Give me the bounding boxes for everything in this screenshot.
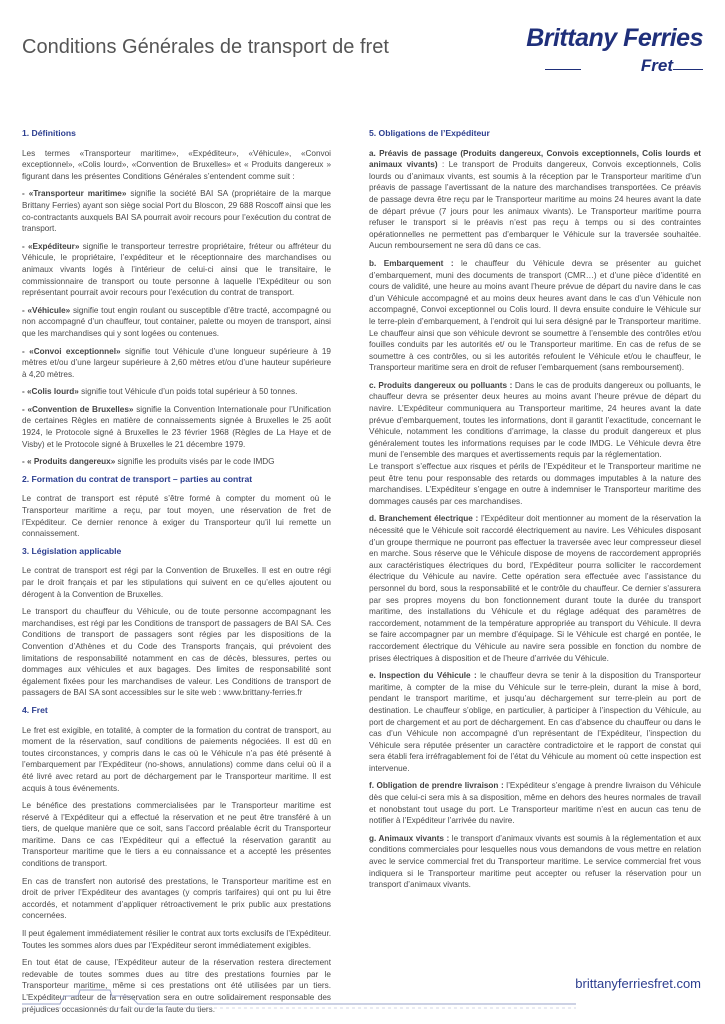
definition-text: signifie les produits visés par le code IMDG	[115, 457, 275, 467]
term: d. Branchement électrique :	[369, 514, 479, 524]
obligation-c-paragraph-2: Le transport s’effectue aux risques et périls de l’Expéditeur et le Transporteur maritime ne peut être tenu pour responsable des retards ou dommages imputables à la nature des marchandises. L’Expéditeur s’engage en outre à indemniser le Transporteur maritime des dommages causés par ces marchandises.	[369, 462, 701, 506]
section-2-title: 2. Formation du contrat de transport – parties au contrat	[22, 473, 253, 484]
section-3-title: 3. Législation applicable	[22, 545, 122, 556]
definition-convention	[22, 404, 331, 450]
definition-convoi	[22, 346, 331, 381]
obligation-g	[369, 833, 701, 891]
definition-vehicule	[22, 305, 331, 340]
section-2-paragraph: Le contrat de transport est réputé s’être formé à compter du moment où le Transporteur maritime a reçu, par tout moyen, une réservation de fret de l’Expéditeur. Ce dernier renonce à exiger du Transporteur qu’il lui remette un connaissement.	[22, 494, 331, 539]
definition-text: signifie la société BAI SA (propriétaire de la marque Brittany Ferries) ayant son siège social Port du Bloscon, 29 688 Roscoff ainsi que les co-contractants auxquels BAI SA pourrait avoir recours pour l’exécution du contrat de transport.	[22, 189, 331, 234]
logo-brand: Brittany Ferries	[526, 24, 703, 52]
term: - «Expéditeur»	[22, 241, 80, 251]
obligation-text: l’Expéditeur doit mentionner au moment de la réservation la nécessité que le Véhicule soit raccordé électriquement au navire. Les Véhicules disposant d’un groupe thermique ne pourront pas effectuer la traversée avec leur compresseur diesel en marche. Sous réserve que le Véhicule dispose de moyens de raccordement appropriés aux caractéristiques électriques du bord, l’Expéditeur pourra solliciter le raccordement électrique du Véhicule au navire. Cette opération sera effectuée avec l’assistance du personnel du bord, sous la responsabilité et le contrôle du chauffeur. Ce dernier s’assurera par ses propres moyens du bon fonctionnement durant toute la durée du transport maritime, des installations du Véhicule et du réglage adéquat des paramètres de raccordement, notamment de la température appropriée au transport du Véhicule. Il devra se faire accompagner par un membre d’équipage. Si le Véhicule est chargé en pontée, le raccordement électrique du Véhicule au navire sera possible en fonction du nombre de prises électriques à disposition et de l’heure d’arrivée du Véhicule.	[369, 514, 701, 663]
obligation-text: Dans le cas de produits dangereux ou polluants, le chauffeur devra se présenter deux heures au moins avant l’heure prévue de départ du navire. L’Expéditeur communiquera au Transporteur maritime, 24 heures avant la date prévue d’embarquement, toutes les informations, dont il garantit l’exactitude, concernant le Véhicule, notamment les conditions d’arrimage, la classe du produit dangereux et plus généralement toutes les informations requises par le code IMDG. Le Véhicule devra être muni de l’ensemble des marques et avertissements requis par la réglementation.	[369, 380, 701, 460]
obligation-b	[369, 258, 701, 374]
definition-expediteur	[22, 241, 331, 299]
obligation-a	[369, 148, 701, 252]
section-4-paragraph-5: En tout état de cause, l’Expéditeur auteur de la réservation restera directement redevable de toutes sommes dues au titre des prestations fournies par le Transporteur maritime, même si ces prestations ont été utilisées par un tiers. L’Expéditeur auteur de la réservation sera en outre solidairement responsable des préjudices occasionnés du fait ou de la faute du tiers.	[22, 958, 331, 1014]
term: g. Animaux vivants :	[369, 833, 450, 843]
obligation-e	[369, 670, 701, 774]
footer-url: brittanyferriesfret.com	[575, 976, 701, 991]
ship-outline-icon	[20, 982, 580, 1012]
term: - «Véhicule»	[22, 305, 71, 315]
definition-colis-lourd	[22, 386, 331, 398]
term: f. Obligation de prendre livraison :	[369, 781, 504, 791]
obligation-f	[369, 780, 701, 826]
term: - «Transporteur maritime»	[22, 189, 127, 199]
left-column	[22, 128, 331, 1021]
definition-text: signifie tout Véhicule d’un poids total supérieur à 50 tonnes.	[78, 387, 298, 397]
obligation-text: le chauffeur devra se tenir à la disposition du Transporteur maritime, à compter de la mise du Véhicule sur le terre-plein, durant la mise à bord, pendant le transport maritime, et jusqu’au déchargement sur terre-plein au port de destination. Le chauffeur s’oblige, en particulier, à participer à l’inspection du Véhicule, au port de chargement et au port de déchargement. En cas d’absence du chauffeur ou dans le cas d’un Véhicule non accompagné d’un représentant de l’Expéditeur, l’inspection du Véhicule sera réputée présenter un caractère contradictoire et le rapport de constat qui sera établi fera irréfragablement foi de l’état du Véhicule au moment où cette inspection est intervenue.	[369, 671, 701, 773]
section-4-paragraph-4: Il peut également immédiatement résilier le contrat aux torts exclusifs de l’Expéditeur. Toutes les sommes alors dues par l’Expéditeur seront immédiatement exigibles.	[22, 929, 331, 950]
section-5-title: 5. Obligations de l’Expéditeur	[369, 128, 490, 138]
term: b. Embarquement :	[369, 258, 454, 268]
logo-line-left	[545, 69, 581, 70]
term: - « Produits dangereux»	[22, 457, 116, 467]
term: - «Colis lourd»	[22, 387, 79, 397]
obligation-c	[369, 380, 701, 461]
section-3-paragraph-2: Le transport du chauffeur du Véhicule, ou de toute personne accompagnant les marchandises, est régi par les Conditions de transport de passagers de BAI SA. Ces Conditions de transport de passagers sont régies par les dispositions de la Convention d’Athènes et du Code des Transports français, qui prévoient des limitations de responsabilité notamment en cas de décès, blessures, pertes ou dommages aux véhicules et aux bagages. Des limites de responsabilité sont également fixées pour les marchandises de valeur. Les Conditions de transport de passagers de BAI SA sont accessibles sur le site web : www.brittany-ferries.fr	[22, 607, 331, 698]
section-1-intro: Les termes «Transporteur maritime», «Expéditeur», «Véhicule», «Convoi exceptionnel», «Colis lourd», «Convention de Bruxelles» et « Produits dangereux » figurant dans les présentes Conditions Générales s’entendent comme suit :	[22, 148, 331, 181]
section-4-paragraph-2: Le bénéfice des prestations commercialisées par le Transporteur maritime est réservé à l’Expéditeur qui a effectué la réservation et ne peut être transféré à un tiers, de quelque manière que ce soit, sans l’accord préalable écrit du Transporteur maritime. Dans ce cas l’Expéditeur qui a effectué la réservation garantit au Transporteur maritime que le tiers a eu connaissance et a accepté les présentes conditions de transport.	[22, 801, 331, 869]
section-4-title: 4. Fret	[22, 704, 48, 715]
section-1-title: 1. Définitions	[22, 128, 76, 138]
logo-line-right	[673, 69, 703, 70]
section-3-paragraph-1: Le contrat de transport est régi par la Convention de Bruxelles. Il est en outre régi par le droit français et par les stipulations qui suivent en ce qu’elles ajoutent ou dérogent à la Convention de Bruxelles.	[22, 566, 331, 599]
right-column	[369, 128, 701, 897]
term: e. Inspection du Véhicule :	[369, 671, 477, 681]
definition-text: signifie tout engin roulant ou susceptible d’être tracté, accompagné ou non accompagné d’un chauffeur, tout container, palette ou moyen de transport, ainsi que les marchandises qui y sont logées ou contenues.	[22, 305, 331, 338]
obligation-text: l’Expéditeur s’engage à prendre livraison du Véhicule dès que celui-ci sera mis à sa disposition, même en dehors des heures normales de travail et nonobstant tout usage du port. Le Transporteur maritime n’est en aucun cas tenu de notifier à l’Expéditeur l’arrivée du navire.	[369, 781, 701, 826]
term: a. Préavis de passage (Produits dangereux, Convois exceptionnels, Colis lourds et animaux vivants)	[369, 148, 701, 170]
definition-text: signifie tout Véhicule d’une longueur supérieure à 19 mètres et/ou d’une largeur supérieure à 2,60 mètres et/ou d’une hauteur supérieure à 4,20 mètres.	[22, 346, 331, 379]
term: - «Convoi exceptionnel»	[22, 346, 121, 356]
logo-sub: Fret	[640, 56, 673, 75]
definition-transporteur	[22, 188, 331, 234]
obligation-d	[369, 513, 701, 664]
obligation-text: : Le transport de Produits dangereux, Convois exceptionnels, Colis lourds ou d’animaux vivants, est soumis à la réception par le Transporteur maritime d’un préavis de passage l’avertissant de la nature des marchandises transportées. Ce préavis de passage devra être reçu par le Transporteur maritime au moins 24 heures avant la date de départ prévue (7 jours pour les animaux vivants). Le Transporteur maritime pourra refuser le transport si le préavis n’est pas reçu à temps ou si des contraintes opérationnelles ne permettent pas d’embarquer le Véhicule sur la traversée souhaitée. Aucun remboursement ne sera dû dans ce cas.	[369, 160, 702, 251]
definition-text: signifie la Convention Internationale pour l’Unification de certaines Règles en matière de connaissements signée à Bruxelles le 25 août 1924, le Protocole signé à Bruxelles le 23 février 1968 (Règles de La Haye et de Visby) et le Protocole signé à Bruxelles le 21 décembre 1979.	[22, 404, 331, 449]
section-4-paragraph-3: En cas de transfert non autorisé des prestations, le Transporteur maritime est en droit de priver l’Expéditeur des avantages (y compris tarifaires) qui ont pu lui être accordés, et notamment d’appliquer rétroactivement le prix public aux prestations concernées.	[22, 876, 331, 921]
term: - «Convention de Bruxelles»	[22, 404, 134, 414]
term: c. Produits dangereux ou polluants :	[369, 380, 513, 390]
brittany-ferries-logo	[507, 24, 703, 86]
page-title: Conditions Générales de transport de fret	[22, 36, 389, 58]
definition-produits-dangereux	[22, 456, 331, 468]
section-4-paragraph-1: Le fret est exigible, en totalité, à compter de la formation du contrat de transport, au moment de la réservation, sauf conditions de paiements négociées. Il est dû en toutes circonstances, y compris dans le cas où le Véhicule n’a pas été présenté à l’embarquement par l’Expéditeur (no-shows, annulations) comme dans celui où il a été livré avec retard au port de déchargement par le Transporteur maritime. Il est acquis à tous événements.	[22, 725, 331, 793]
definition-text: signifie le transporteur terrestre propriétaire, fréteur ou affréteur du Véhicule, le propriétaire, l’expéditeur et le réceptionnaire des marchandises ou animaux vivants logés à l’intérieur de celui-ci ainsi que le transitaire, le commissionnaire de transport ou toute personne à laquelle l’Expéditeur ou son représentant pourrait avoir recours pour l’exécution du contrat de transport.	[22, 241, 332, 298]
obligation-text: le chauffeur du Véhicule devra se présenter au guichet d’embarquement, muni des documents de transport (CMR…) et d’une pièce d’identité en cours de validité, une heure au moins avant l’heure prévue de départ du navire dans le cas d’un Véhicule accompagné et au moins deux heures avant dans le cas d’un Véhicule non accompagné, Convoi exceptionnel ou Colis lourd. Il devra ensuite conduire le Véhicule sur le terre-plein d’embarquement, à l’endroit qui lui sera désigné par le Transporteur maritime. Le chauffeur ainsi que son véhicule devront se soumettre à l’ensemble des contrôles et/ou fouilles conduits par les autorités et/ ou le Transporteur maritime. En cas de refus de se soumettre à ces contrôles, ou si les autorités refoulent le Véhicule et/ou le chauffeur, le Transporteur maritime sera en droit de refuser l’embarquement (sans remboursement).	[369, 258, 702, 373]
obligation-text: le transport d’animaux vivants est soumis à la réglementation et aux conditions commerciales pour lesquelles nous vous demandons de vous mettre en relation avec le service commercial fret du Transporteur maritime. Le service commercial fret vous indiquera si le Transporteur maritime peut accepter ou refuser la réservation pour un transport d’animaux vivants.	[369, 833, 701, 890]
